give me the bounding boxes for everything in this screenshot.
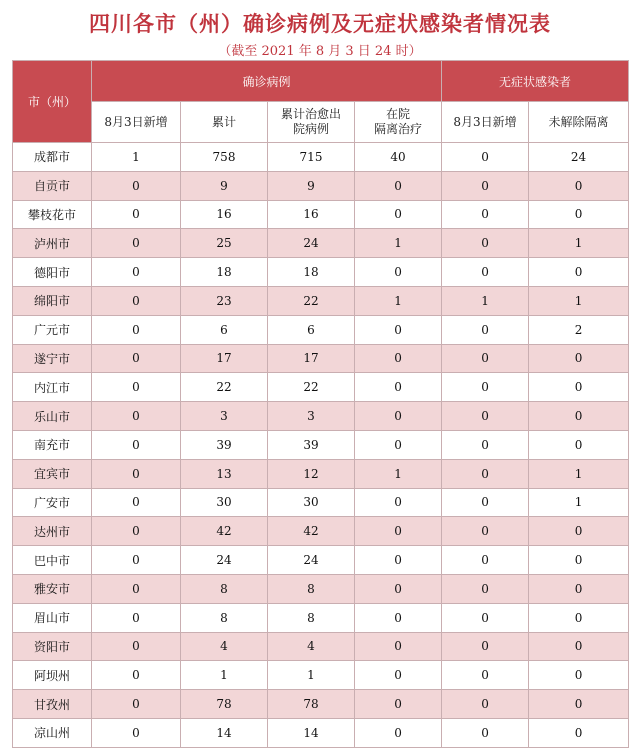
isolation-cell: 0 bbox=[529, 574, 629, 603]
total-cell: 30 bbox=[181, 488, 268, 517]
city-cell: 甘孜州 bbox=[13, 690, 92, 719]
header-isolation: 未解除隔离 bbox=[529, 102, 629, 143]
new-confirmed-cell: 0 bbox=[92, 286, 181, 315]
new-asymptomatic-cell: 0 bbox=[442, 488, 529, 517]
table-row bbox=[13, 200, 629, 229]
new-confirmed-cell: 0 bbox=[92, 430, 181, 459]
page-title: 四川各市（州）确诊病例及无症状感染者情况表 bbox=[89, 12, 551, 36]
table-row bbox=[13, 373, 629, 402]
hospitalized-cell: 1 bbox=[355, 229, 442, 258]
header-city: 市（州） bbox=[13, 61, 92, 143]
total-cell: 24 bbox=[181, 546, 268, 575]
new-asymptomatic-cell: 0 bbox=[442, 690, 529, 719]
total-cell: 13 bbox=[181, 459, 268, 488]
new-asymptomatic-cell: 0 bbox=[442, 402, 529, 431]
hospitalized-cell: 0 bbox=[355, 517, 442, 546]
recovered-cell: 16 bbox=[268, 200, 355, 229]
hospitalized-cell: 0 bbox=[355, 315, 442, 344]
hospitalized-cell: 0 bbox=[355, 258, 442, 287]
city-cell: 资阳市 bbox=[13, 632, 92, 661]
new-asymptomatic-cell: 0 bbox=[442, 603, 529, 632]
table-row bbox=[13, 661, 629, 690]
new-asymptomatic-cell: 0 bbox=[442, 459, 529, 488]
new-asymptomatic-cell: 0 bbox=[442, 229, 529, 258]
table-row bbox=[13, 574, 629, 603]
recovered-cell: 17 bbox=[268, 344, 355, 373]
recovered-cell: 14 bbox=[268, 718, 355, 747]
header-new-confirmed: 8月3日新增 bbox=[92, 102, 181, 143]
table-row bbox=[13, 229, 629, 258]
table-row bbox=[13, 632, 629, 661]
new-asymptomatic-cell: 0 bbox=[442, 574, 529, 603]
city-cell: 广安市 bbox=[13, 488, 92, 517]
table-body bbox=[13, 143, 629, 748]
new-confirmed-cell: 0 bbox=[92, 632, 181, 661]
city-cell: 乐山市 bbox=[13, 402, 92, 431]
isolation-cell: 0 bbox=[529, 661, 629, 690]
total-cell: 16 bbox=[181, 200, 268, 229]
new-confirmed-cell: 0 bbox=[92, 488, 181, 517]
new-confirmed-cell: 0 bbox=[92, 229, 181, 258]
recovered-cell: 715 bbox=[268, 143, 355, 172]
table-row bbox=[13, 143, 629, 172]
city-cell: 阿坝州 bbox=[13, 661, 92, 690]
isolation-cell: 1 bbox=[529, 488, 629, 517]
new-confirmed-cell: 0 bbox=[92, 517, 181, 546]
table-row bbox=[13, 171, 629, 200]
recovered-cell: 39 bbox=[268, 430, 355, 459]
isolation-cell: 2 bbox=[529, 315, 629, 344]
city-cell: 自贡市 bbox=[13, 171, 92, 200]
isolation-cell: 1 bbox=[529, 459, 629, 488]
total-cell: 3 bbox=[181, 402, 268, 431]
header-new-asymptomatic: 8月3日新增 bbox=[442, 102, 529, 143]
city-cell: 凉山州 bbox=[13, 718, 92, 747]
new-confirmed-cell: 0 bbox=[92, 574, 181, 603]
city-cell: 内江市 bbox=[13, 373, 92, 402]
header-confirmed: 确诊病例 bbox=[92, 61, 442, 102]
total-cell: 23 bbox=[181, 286, 268, 315]
city-cell: 泸州市 bbox=[13, 229, 92, 258]
table-row bbox=[13, 603, 629, 632]
new-asymptomatic-cell: 0 bbox=[442, 315, 529, 344]
hospitalized-cell: 0 bbox=[355, 171, 442, 200]
city-cell: 绵阳市 bbox=[13, 286, 92, 315]
header-recovered-line1: 累计治愈出 bbox=[280, 107, 341, 121]
total-cell: 8 bbox=[181, 574, 268, 603]
isolation-cell: 0 bbox=[529, 344, 629, 373]
city-cell: 宜宾市 bbox=[13, 459, 92, 488]
recovered-cell: 6 bbox=[268, 315, 355, 344]
new-confirmed-cell: 0 bbox=[92, 718, 181, 747]
city-cell: 巴中市 bbox=[13, 546, 92, 575]
recovered-cell: 1 bbox=[268, 661, 355, 690]
hospitalized-cell: 0 bbox=[355, 603, 442, 632]
hospitalized-cell: 0 bbox=[355, 402, 442, 431]
total-cell: 14 bbox=[181, 718, 268, 747]
header-hospitalized-line1: 在院 bbox=[386, 107, 411, 121]
total-cell: 17 bbox=[181, 344, 268, 373]
table-row bbox=[13, 517, 629, 546]
isolation-cell: 1 bbox=[529, 286, 629, 315]
new-asymptomatic-cell: 0 bbox=[442, 171, 529, 200]
recovered-cell: 4 bbox=[268, 632, 355, 661]
recovered-cell: 42 bbox=[268, 517, 355, 546]
header-hospitalized-line2: 隔离治疗 bbox=[374, 122, 423, 136]
page-subtitle: （截至 2021 年 8 月 3 日 24 时） bbox=[218, 44, 422, 59]
hospitalized-cell: 0 bbox=[355, 200, 442, 229]
new-confirmed-cell: 0 bbox=[92, 344, 181, 373]
recovered-cell: 22 bbox=[268, 373, 355, 402]
new-confirmed-cell: 0 bbox=[92, 373, 181, 402]
total-cell: 8 bbox=[181, 603, 268, 632]
isolation-cell: 0 bbox=[529, 690, 629, 719]
hospitalized-cell: 0 bbox=[355, 661, 442, 690]
new-confirmed-cell: 0 bbox=[92, 690, 181, 719]
table-row bbox=[13, 344, 629, 373]
hospitalized-cell: 0 bbox=[355, 574, 442, 603]
hospitalized-cell: 0 bbox=[355, 373, 442, 402]
total-cell: 25 bbox=[181, 229, 268, 258]
isolation-cell: 0 bbox=[529, 171, 629, 200]
city-cell: 攀枝花市 bbox=[13, 200, 92, 229]
table-row bbox=[13, 286, 629, 315]
city-cell: 眉山市 bbox=[13, 603, 92, 632]
table-row bbox=[13, 459, 629, 488]
city-cell: 成都市 bbox=[13, 143, 92, 172]
isolation-cell: 0 bbox=[529, 546, 629, 575]
total-cell: 18 bbox=[181, 258, 268, 287]
new-asymptomatic-cell: 1 bbox=[442, 286, 529, 315]
new-asymptomatic-cell: 0 bbox=[442, 143, 529, 172]
total-cell: 42 bbox=[181, 517, 268, 546]
new-asymptomatic-cell: 0 bbox=[442, 517, 529, 546]
isolation-cell: 0 bbox=[529, 402, 629, 431]
isolation-cell: 24 bbox=[529, 143, 629, 172]
hospitalized-cell: 40 bbox=[355, 143, 442, 172]
recovered-cell: 18 bbox=[268, 258, 355, 287]
isolation-cell: 0 bbox=[529, 632, 629, 661]
total-cell: 9 bbox=[181, 171, 268, 200]
total-cell: 39 bbox=[181, 430, 268, 459]
new-asymptomatic-cell: 0 bbox=[442, 661, 529, 690]
recovered-cell: 8 bbox=[268, 574, 355, 603]
new-confirmed-cell: 0 bbox=[92, 402, 181, 431]
new-confirmed-cell: 0 bbox=[92, 315, 181, 344]
table-row bbox=[13, 258, 629, 287]
isolation-cell: 0 bbox=[529, 718, 629, 747]
table-row bbox=[13, 402, 629, 431]
hospitalized-cell: 0 bbox=[355, 690, 442, 719]
total-cell: 1 bbox=[181, 661, 268, 690]
new-confirmed-cell: 1 bbox=[92, 143, 181, 172]
new-asymptomatic-cell: 0 bbox=[442, 200, 529, 229]
new-asymptomatic-cell: 0 bbox=[442, 373, 529, 402]
total-cell: 6 bbox=[181, 315, 268, 344]
new-confirmed-cell: 0 bbox=[92, 661, 181, 690]
isolation-cell: 0 bbox=[529, 517, 629, 546]
recovered-cell: 22 bbox=[268, 286, 355, 315]
isolation-cell: 1 bbox=[529, 229, 629, 258]
table-row bbox=[13, 315, 629, 344]
new-asymptomatic-cell: 0 bbox=[442, 632, 529, 661]
hospitalized-cell: 0 bbox=[355, 632, 442, 661]
new-asymptomatic-cell: 0 bbox=[442, 430, 529, 459]
recovered-cell: 12 bbox=[268, 459, 355, 488]
total-cell: 22 bbox=[181, 373, 268, 402]
hospitalized-cell: 1 bbox=[355, 459, 442, 488]
recovered-cell: 3 bbox=[268, 402, 355, 431]
new-asymptomatic-cell: 0 bbox=[442, 718, 529, 747]
hospitalized-cell: 0 bbox=[355, 718, 442, 747]
city-cell: 广元市 bbox=[13, 315, 92, 344]
isolation-cell: 0 bbox=[529, 373, 629, 402]
hospitalized-cell: 0 bbox=[355, 430, 442, 459]
new-confirmed-cell: 0 bbox=[92, 459, 181, 488]
total-cell: 78 bbox=[181, 690, 268, 719]
hospitalized-cell: 0 bbox=[355, 344, 442, 373]
new-confirmed-cell: 0 bbox=[92, 258, 181, 287]
header-total: 累计 bbox=[181, 102, 268, 143]
city-cell: 雅安市 bbox=[13, 574, 92, 603]
hospitalized-cell: 0 bbox=[355, 488, 442, 517]
isolation-cell: 0 bbox=[529, 430, 629, 459]
city-cell: 达州市 bbox=[13, 517, 92, 546]
header-recovered bbox=[268, 102, 355, 143]
table-row bbox=[13, 690, 629, 719]
isolation-cell: 0 bbox=[529, 200, 629, 229]
new-asymptomatic-cell: 0 bbox=[442, 546, 529, 575]
city-cell: 遂宁市 bbox=[13, 344, 92, 373]
recovered-cell: 9 bbox=[268, 171, 355, 200]
table-row bbox=[13, 430, 629, 459]
city-cell: 德阳市 bbox=[13, 258, 92, 287]
new-confirmed-cell: 0 bbox=[92, 546, 181, 575]
recovered-cell: 24 bbox=[268, 229, 355, 258]
new-confirmed-cell: 0 bbox=[92, 200, 181, 229]
header-hospitalized bbox=[355, 102, 442, 143]
new-asymptomatic-cell: 0 bbox=[442, 258, 529, 287]
hospitalized-cell: 0 bbox=[355, 546, 442, 575]
cases-table bbox=[12, 60, 629, 748]
table-row bbox=[13, 718, 629, 747]
isolation-cell: 0 bbox=[529, 603, 629, 632]
recovered-cell: 78 bbox=[268, 690, 355, 719]
total-cell: 4 bbox=[181, 632, 268, 661]
total-cell: 758 bbox=[181, 143, 268, 172]
table-row bbox=[13, 488, 629, 517]
header-recovered-line2: 院病例 bbox=[292, 122, 329, 136]
recovered-cell: 24 bbox=[268, 546, 355, 575]
recovered-cell: 30 bbox=[268, 488, 355, 517]
new-confirmed-cell: 0 bbox=[92, 171, 181, 200]
new-asymptomatic-cell: 0 bbox=[442, 344, 529, 373]
isolation-cell: 0 bbox=[529, 258, 629, 287]
city-cell: 南充市 bbox=[13, 430, 92, 459]
recovered-cell: 8 bbox=[268, 603, 355, 632]
new-confirmed-cell: 0 bbox=[92, 603, 181, 632]
header-asymptomatic: 无症状感染者 bbox=[442, 61, 629, 102]
hospitalized-cell: 1 bbox=[355, 286, 442, 315]
table-row bbox=[13, 546, 629, 575]
